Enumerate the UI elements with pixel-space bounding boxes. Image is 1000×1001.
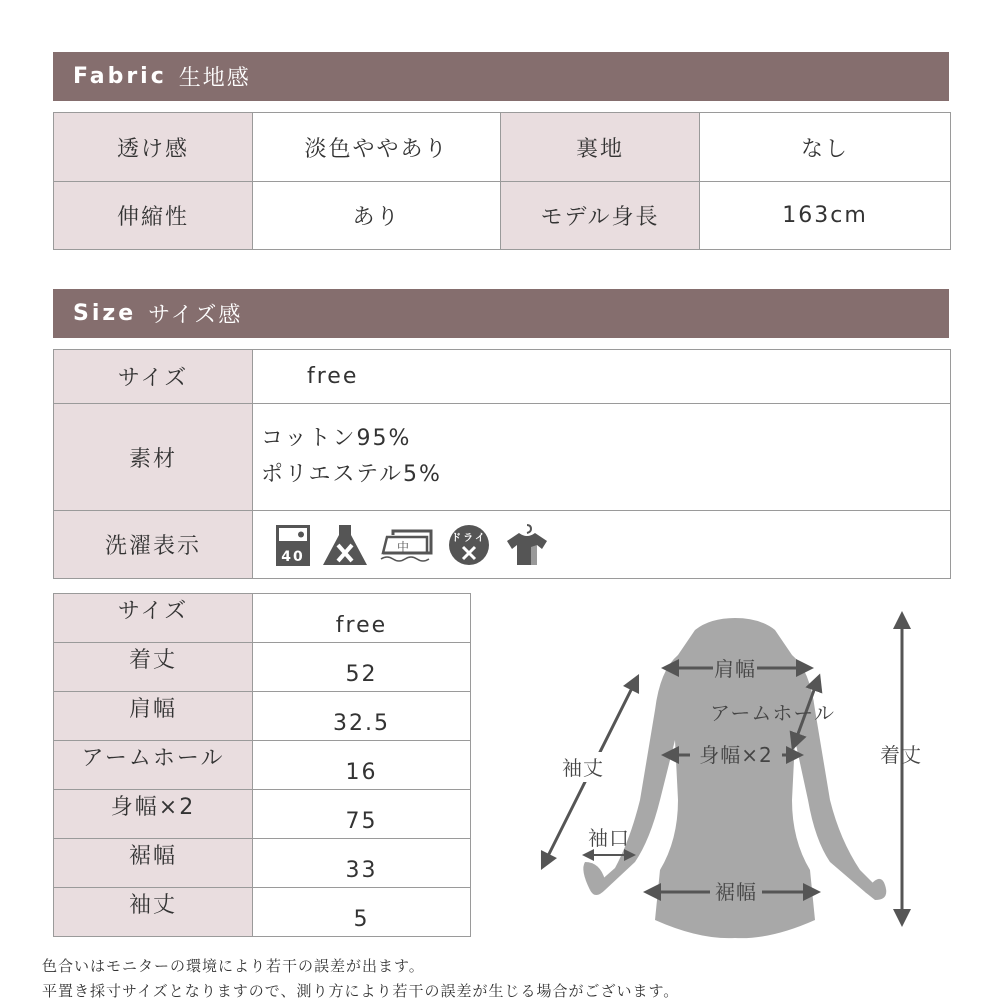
fabric-row <box>54 113 951 182</box>
material-value <box>253 404 951 511</box>
dimensions-table <box>53 593 471 937</box>
care-label: 洗濯表示 <box>54 511 253 579</box>
dim-row <box>54 888 471 937</box>
stretch-label: 伸縮性 <box>54 182 253 250</box>
dim-label: 着丈 <box>54 643 253 692</box>
stretch-value: あり <box>253 182 501 250</box>
dim-value: 75 <box>253 790 471 839</box>
hang-dry-icon <box>503 523 551 567</box>
fabric-section-header <box>53 52 949 101</box>
transparency-label: 透け感 <box>54 113 253 182</box>
dim-value: 5 <box>253 888 471 937</box>
armhole-label: アームホール <box>710 701 835 725</box>
dim-row <box>54 594 471 643</box>
wash-temp-text: 40 <box>281 548 305 565</box>
model-height-label: モデル身長 <box>501 182 700 250</box>
size-info-table <box>53 349 951 579</box>
size-label: サイズ <box>54 350 253 404</box>
dry-clean-text: ドライ <box>451 532 487 544</box>
size-title-en: Size <box>73 301 137 326</box>
wash-40-icon <box>275 523 311 567</box>
dim-row <box>54 643 471 692</box>
size-title-jp: サイズ感 <box>148 303 243 328</box>
dim-label: 肩幅 <box>54 692 253 741</box>
care-icons <box>253 511 951 579</box>
dim-label: サイズ <box>54 594 253 643</box>
dim-value: free <box>253 594 471 643</box>
dim-row <box>54 741 471 790</box>
size-row <box>54 350 951 404</box>
sleeve-label: 袖丈 <box>562 756 604 780</box>
note-color: 色合いはモニターの環境により若干の誤差が出ます。 <box>42 957 425 975</box>
lining-value: なし <box>700 113 951 182</box>
dim-label: 袖丈 <box>54 888 253 937</box>
dim-row <box>54 692 471 741</box>
dim-row <box>54 839 471 888</box>
shoulder-label: 肩幅 <box>714 657 756 681</box>
material-line-polyester: ポリエステル5% <box>261 462 442 487</box>
dim-value: 32.5 <box>253 692 471 741</box>
cuff-label: 袖口 <box>588 826 630 850</box>
dim-label: 裾幅 <box>54 839 253 888</box>
lining-label: 裏地 <box>501 113 700 182</box>
dim-row <box>54 790 471 839</box>
fabric-row <box>54 182 951 250</box>
measurement-diagram <box>530 600 950 950</box>
dim-value: 33 <box>253 839 471 888</box>
hem-label: 裾幅 <box>715 880 757 904</box>
note-measurement: 平置き採寸サイズとなりますので、測り方により若干の誤差が生じる場合がございます。 <box>42 982 680 1000</box>
iron-medium-icon <box>379 523 435 567</box>
fabric-title-jp: 生地感 <box>178 66 251 91</box>
length-label: 着丈 <box>880 743 922 767</box>
size-section-header <box>53 289 949 338</box>
iron-level-text: 中 <box>397 539 412 554</box>
no-bleach-icon <box>321 523 369 567</box>
fabric-table <box>53 112 951 250</box>
dim-label: アームホール <box>54 741 253 790</box>
transparency-value: 淡色ややあり <box>253 113 501 182</box>
dim-value: 52 <box>253 643 471 692</box>
dim-label: 身幅×2 <box>54 790 253 839</box>
body-width-label: 身幅×2 <box>699 743 773 767</box>
material-row <box>54 404 951 511</box>
dim-value: 16 <box>253 741 471 790</box>
no-dry-clean-icon <box>445 523 493 567</box>
care-row <box>54 511 951 579</box>
size-value: free <box>253 350 951 404</box>
model-height-value: 163cm <box>700 182 951 250</box>
material-line-cotton: コットン95% <box>261 426 412 451</box>
material-label: 素材 <box>54 404 253 511</box>
fabric-title-en: Fabric <box>73 64 167 89</box>
